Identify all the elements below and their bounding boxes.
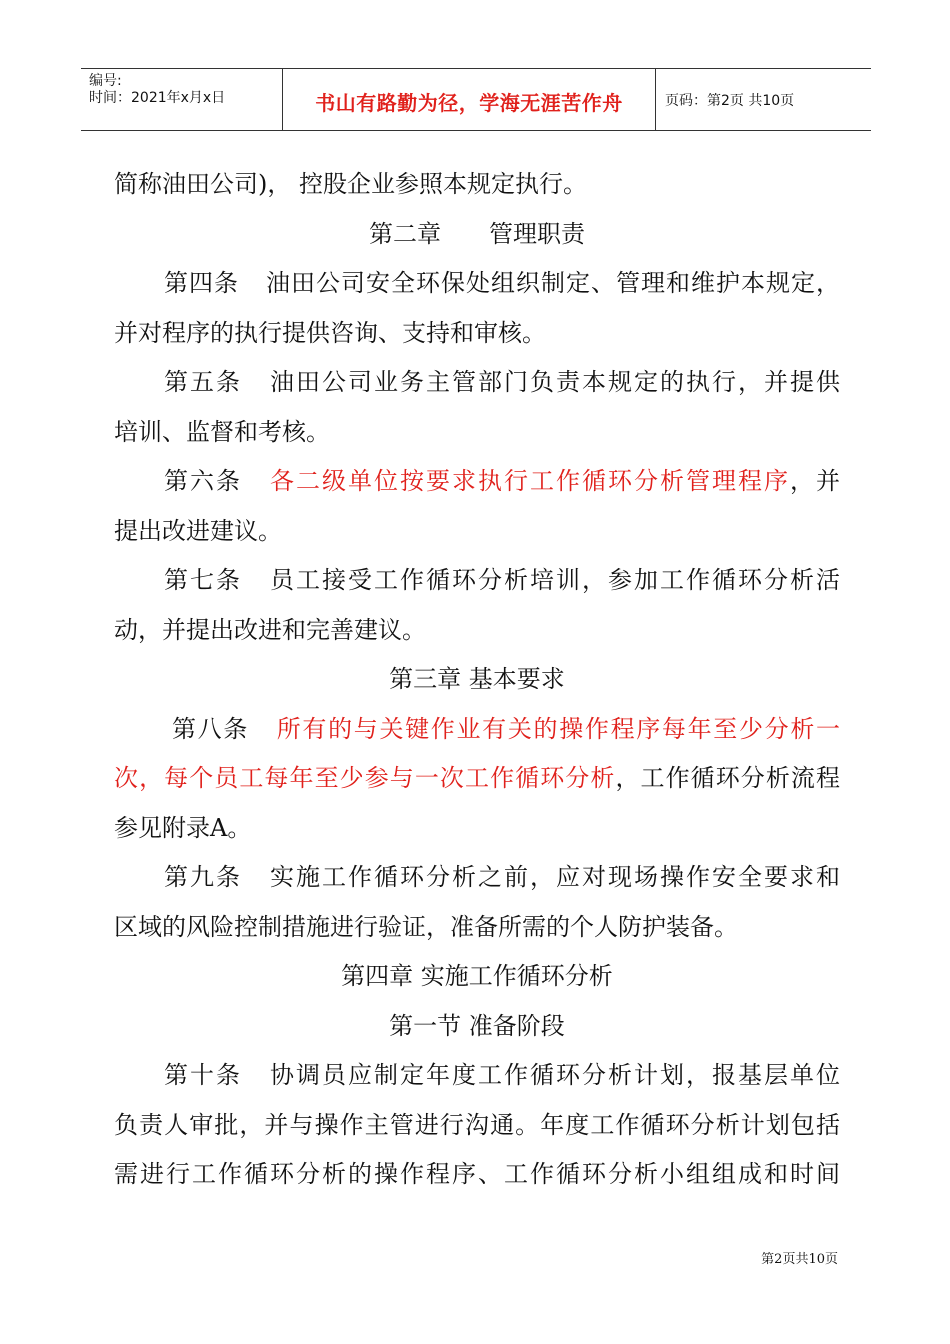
article-text: ，并 (790, 467, 840, 495)
article-text: 油田公司安全环保处组织制定、管理和维护本规定， (265, 269, 840, 297)
article-label: 第七条 (164, 566, 242, 594)
header-divider (655, 69, 656, 130)
text-line: 简称油田公司)， 控股企业参照本规定执行。 (114, 170, 587, 198)
article-text: 协调员应制定年度工作循环分析计划，报基层单位 (268, 1061, 840, 1089)
page-footer: 第2页共10页 (761, 1252, 838, 1267)
text-line: 培训、监督和考核。 (114, 417, 330, 446)
article-line (114, 853, 840, 903)
text-line: 动，并提出改进和完善建议。 (114, 615, 426, 644)
text-line: 并对程序的执行提供咨询、支持和审核。 (114, 318, 546, 347)
date-label: 时间：2021年x月x日 (89, 90, 226, 106)
document-body (114, 160, 840, 1200)
highlighted-text: 次，每个员工每年至少参与一次工作循环分析 (114, 764, 616, 792)
number-label: 编号: (89, 73, 122, 89)
article-text: 员工接受工作循环分析培训，参加工作循环分析活 (268, 566, 840, 594)
article-line (114, 259, 840, 309)
text-line (114, 754, 840, 804)
text-line: 参见附录A。 (114, 813, 252, 842)
text-line: 需进行工作循环分析的操作程序、工作循环分析小组组成和时间 (114, 1160, 840, 1188)
article-line (114, 1051, 840, 1101)
header-meta (89, 73, 279, 107)
article-text: ，工作循环分析流程 (615, 764, 841, 792)
header-motto: 书山有路勤为径，学海无涯苦作舟 (315, 91, 623, 115)
article-line (114, 556, 840, 606)
article-label: 第五条 (164, 368, 242, 396)
text-line: 提出改进建议。 (114, 516, 282, 545)
section-heading: 第一节 准备阶段 (389, 1011, 565, 1040)
article-text: 油田公司业务主管部门负责本规定的执行，并提供 (268, 368, 840, 396)
article-line (114, 457, 840, 507)
text-line: 区域的风险控制措施进行验证，准备所需的个人防护装备。 (114, 912, 738, 941)
chapter-heading: 第三章 基本要求 (389, 665, 565, 693)
header-page-info: 页码：第2页 共10页 (665, 93, 795, 109)
chapter-heading: 第四章 实施工作循环分析 (341, 962, 613, 990)
article-label: 第九条 (164, 863, 242, 891)
chapter-heading: 第二章 管理职责 (369, 219, 585, 248)
article-line (114, 358, 840, 408)
article-text: 实施工作循环分析之前，应对现场操作安全要求和 (268, 863, 840, 891)
article-label: 第十条 (164, 1061, 242, 1089)
article-line (114, 705, 840, 755)
page-header (81, 68, 871, 131)
article-label: 第四条 (164, 269, 239, 297)
text-line: 负责人审批，并与操作主管进行沟通。年度工作循环分析计划包括 (114, 1110, 840, 1139)
highlighted-text: 各二级单位按要求执行工作循环分析管理程序 (268, 467, 790, 495)
article-label: 第六条 (164, 467, 242, 495)
highlighted-text: 所有的与关键作业有关的操作程序每年至少分析一 (275, 714, 841, 743)
article-label: 第八条 (172, 714, 250, 743)
